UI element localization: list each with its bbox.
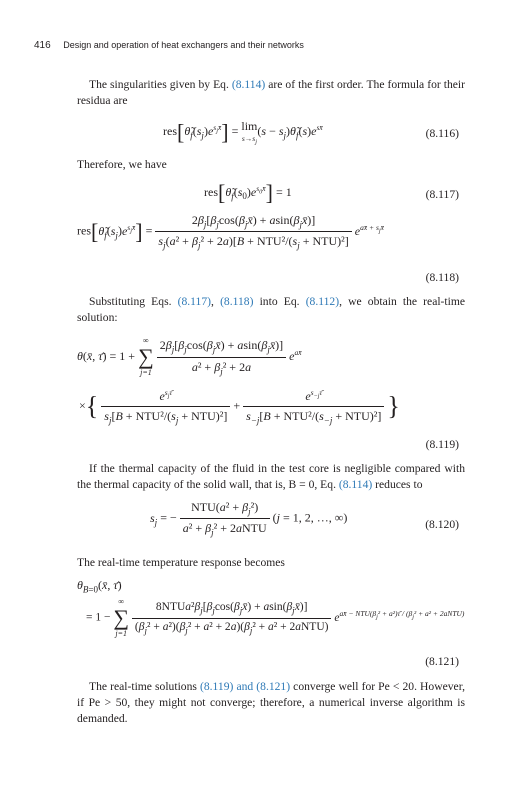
eq-reference-link[interactable]: (8.119) and (8.121) <box>200 680 291 693</box>
running-title: Design and operation of heat exchangers and their networks <box>63 40 304 50</box>
equation-number-8-121: (8.121) <box>425 655 459 668</box>
page-number: 416 <box>34 40 51 51</box>
eq-reference-link[interactable]: (8.114) <box>338 478 373 491</box>
equation-8-121-line-2: = 1 − ∞ ∑ j=1 $\frac{8NTUa^2\beta_j[\beta_j\cos(\beta_jx̄) + asin(\beta_jx̄)]}{(\beta_j^2 + a^2)(\beta_j^2 + a^2 + 2a)(\beta_j^2 + a^2 + 2aNTU)}$ $e^{ax̄ - NTU(\beta_j^2 + a^2)\taū / (\beta_j^2 + a^2 + 2aNTU)}$ <box>86 597 465 638</box>
equation-8-119-line-1: θ(x̄, τ̄) = 1 + ∞ ∑ j=1 $\frac{2\beta_j[\beta_j\cos(\beta_jx̄) + asin(\beta_jx̄)]}{a^2 + \beta_j^2 + 2a}$ $e^{ax̄}$ <box>77 336 302 377</box>
running-header <box>34 40 304 51</box>
paragraph-real-time-response: The real-time temperature response becomes <box>77 556 285 569</box>
eq-reference-link[interactable]: (8.112) <box>305 295 340 308</box>
eq-reference-link[interactable]: (8.118) <box>220 295 254 308</box>
paragraph-residua-intro: The singularities given by Eq. (8.114) are of the first order. The formula for their residua are <box>77 78 465 107</box>
paragraph-therefore: Therefore, we have <box>77 158 167 171</box>
equation-number-8-116: (8.116) <box>425 127 459 140</box>
equation-number-8-118: (8.118) <box>425 271 459 284</box>
equation-8-118: $res[\thetã_f(s_j)e^{s_jx̄}]$ = $\frac{2\beta_j[\beta_j\cos(\beta_jx̄) + asin(\beta_jx̄)]}{s_j(a^2 + \beta_j^2 + 2a)[B + NTU^2/(s_j + NTU)^2]}$ $e^{ax̄ + s_jx̄}$ <box>77 213 384 251</box>
eq-reference-link[interactable]: (8.117) <box>177 295 212 308</box>
equation-8-116: $res[\thetã_f(s_j)e^{s_jx̄}]$ = lim $s\to s_j$ $(s - s_j)\thetã_f(s)e^{sx̄}$ <box>163 119 323 146</box>
paragraph-substituting: Substituting Eqs. (8.117), (8.118) into Eq. (8.112), we obtain the real-time solution: <box>77 295 466 324</box>
paragraph-thermal-capacity: If the thermal capacity of the fluid in the test core is negligible compared with the thermal capacity of the solid wall, that is, B = 0, Eq. (8.114) reduces to <box>77 462 465 491</box>
paragraph-convergence: The real-time solutions (8.119) and (8.121) converge well for Pe < 20. However, if Pe > 50, they might not converge; therefore, a numerical inverse algorithm is demanded. <box>77 680 465 725</box>
equation-8-117: $res[\thetã_f(s_0)e^{s_0x̄}] = 1$ <box>204 180 292 205</box>
equation-8-119-line-2: ×{ $\frac{e^{s_j\taū}}{s_j[B + NTU^2/(s_j + NTU)^2]}$ + $\frac{e^{s_{-j}\taū}}{s_{-j}[B + NTU^2/(s_{-j} + NTU)^2]}$ } <box>79 388 400 426</box>
eq-reference-link[interactable]: (8.114) <box>231 78 266 91</box>
equation-number-8-120: (8.120) <box>425 518 459 531</box>
equation-number-8-117: (8.117) <box>425 188 459 201</box>
equation-8-121-line-1: $\theta_{B=0}(x̄$, τ̄) <box>77 578 122 595</box>
equation-8-120: $s_j$ = − $\frac{NTU(a^2 + \beta_j^2)}{a^2 + \beta_j^2 + 2aNTU}$ (j = 1, 2, …, ∞) <box>150 500 348 538</box>
equation-number-8-119: (8.119) <box>425 438 459 451</box>
